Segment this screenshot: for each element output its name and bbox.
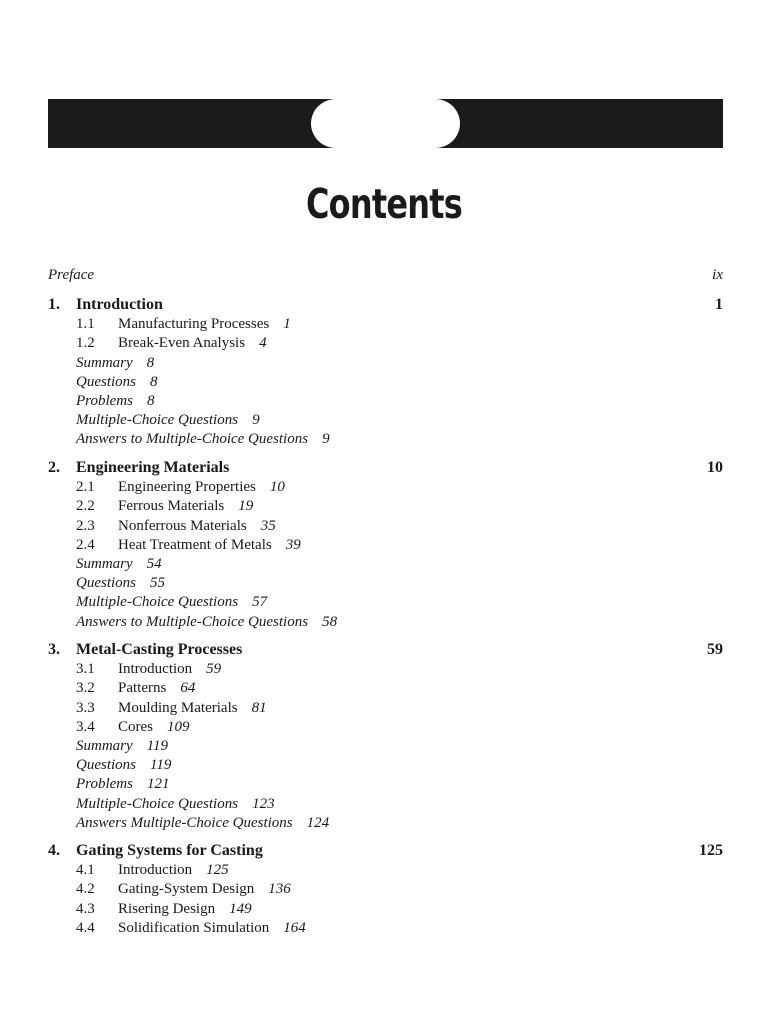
section-number: 4.2 [76,881,95,898]
section-number: 2.3 [76,517,95,534]
end-matter-page: 8 [146,393,155,409]
end-matter-page: 54 [146,556,162,572]
section-title: Gating-System Design [118,881,255,898]
section-page: 1 [283,316,291,333]
end-matter-page: 119 [150,757,172,774]
section-entry [76,900,252,918]
section-page: 64 [180,680,196,697]
header-banner [48,99,723,148]
end-matter-page: 55 [150,575,165,592]
end-matter-page: 123 [252,795,275,812]
section-page: 35 [260,517,276,534]
section-number: 3.3 [76,699,95,716]
end-matter-entry [76,775,169,793]
section-entry [76,315,291,333]
section-page: 19 [238,498,254,515]
section-page: 59 [206,661,222,678]
section-number: 2.1 [76,479,95,496]
section-entry [76,536,301,554]
section-page: 149 [229,900,252,917]
end-matter-title: Questions [76,373,136,390]
end-matter-title: Answers to Multiple-Choice Questions [76,613,309,630]
section-entry [76,660,221,678]
chapter-number: 1. [48,296,60,313]
end-matter-title: Multiple-Choice Questions [76,795,239,812]
end-matter-page: 8 [146,354,155,371]
end-matter-page: 9 [252,412,260,429]
chapter-title: Engineering Materials [76,459,230,476]
section-title: Moulding Materials [118,699,238,716]
section-entry [76,497,253,515]
section-number: 4.3 [76,900,95,917]
preface-label: Preface [48,267,95,283]
end-matter-title: Multiple-Choice Questions [76,412,239,429]
section-number: 2.4 [76,536,95,553]
chapter-number: 3. [48,641,60,658]
end-matter-entry [76,756,171,774]
chapter-title: Gating Systems for Casting [76,842,263,859]
section-number: 3.1 [76,661,95,678]
end-matter-page: 124 [306,814,330,831]
preface-page: ix [712,267,723,283]
section-page: 109 [167,718,190,735]
section-number: 4.4 [76,919,95,936]
end-matter-page: 119 [146,738,169,754]
section-entry [76,478,285,496]
section-title: Patterns [118,680,167,697]
chapter-heading [48,842,263,860]
end-matter-title: Problems [76,393,133,409]
chapter-title: Introduction [76,296,163,313]
end-matter-page: 121 [146,776,170,793]
end-matter-title: Summary [76,354,133,371]
section-title: Manufacturing Processes [118,316,270,333]
end-matter-page: 8 [150,373,158,390]
end-matter-entry [76,593,267,611]
section-number: 1.1 [76,316,95,333]
section-page: 136 [268,881,291,898]
end-matter-entry [76,613,337,631]
end-matter-title: Problems [76,776,133,793]
end-matter-entry [76,555,162,573]
end-matter-entry [76,392,154,410]
end-matter-page: 57 [252,594,268,611]
section-title: Engineering Properties [118,479,256,496]
section-entry [76,679,195,697]
section-title: Heat Treatment of Metals [118,536,272,553]
end-matter-title: Summary [76,738,133,754]
end-matter-entry [76,354,154,372]
section-entry [76,880,291,898]
section-title: Break-Even Analysis [118,335,246,352]
end-matter-entry [76,411,260,429]
section-title: Cores [118,718,153,735]
end-matter-entry [76,795,275,813]
end-matter-title: Questions [76,757,136,774]
section-number: 2.2 [76,498,95,515]
chapter-page: 59 [707,641,723,658]
end-matter-title: Answers Multiple-Choice Questions [76,814,293,831]
section-page: 4 [259,335,267,352]
end-matter-page: 58 [322,613,338,630]
chapter-heading [48,296,163,314]
chapter-number: 4. [48,842,60,859]
end-matter-entry [76,574,165,592]
section-entry [76,919,306,937]
section-page: 10 [269,479,285,496]
chapter-heading [48,459,229,477]
end-matter-title: Multiple-Choice Questions [76,594,239,611]
section-entry [76,699,267,717]
section-title: Risering Design [118,900,216,917]
section-number: 3.4 [76,718,95,735]
section-title: Nonferrous Materials [118,517,247,534]
chapter-page: 10 [707,459,723,476]
section-page: 39 [285,536,301,553]
page-title: Contents [305,180,463,228]
chapter-page: 1 [715,296,723,313]
section-entry [76,334,267,352]
end-matter-title: Answers to Multiple-Choice Questions [76,431,309,448]
end-matter-entry [76,737,168,755]
section-page: 81 [251,699,267,716]
section-title: Introduction [118,862,193,879]
chapter-heading [48,641,242,659]
section-title: Introduction [118,661,193,678]
end-matter-title: Questions [76,575,136,592]
section-number: 3.2 [76,680,95,697]
section-title: Solidification Simulation [118,919,270,936]
section-page: 164 [283,919,306,936]
end-matter-page: 9 [322,431,330,448]
section-page: 125 [206,862,229,879]
section-entry [76,861,229,879]
chapter-title: Metal-Casting Processes [76,641,243,658]
end-matter-title: Summary [76,556,133,572]
section-entry [76,517,276,535]
chapter-number: 2. [48,459,60,476]
section-title: Ferrous Materials [118,498,225,515]
chapter-page: 125 [699,842,723,859]
end-matter-entry [76,430,330,448]
section-number: 4.1 [76,862,95,879]
section-entry [76,718,190,736]
section-number: 1.2 [76,335,95,352]
end-matter-entry [76,814,329,832]
end-matter-entry [76,373,158,391]
